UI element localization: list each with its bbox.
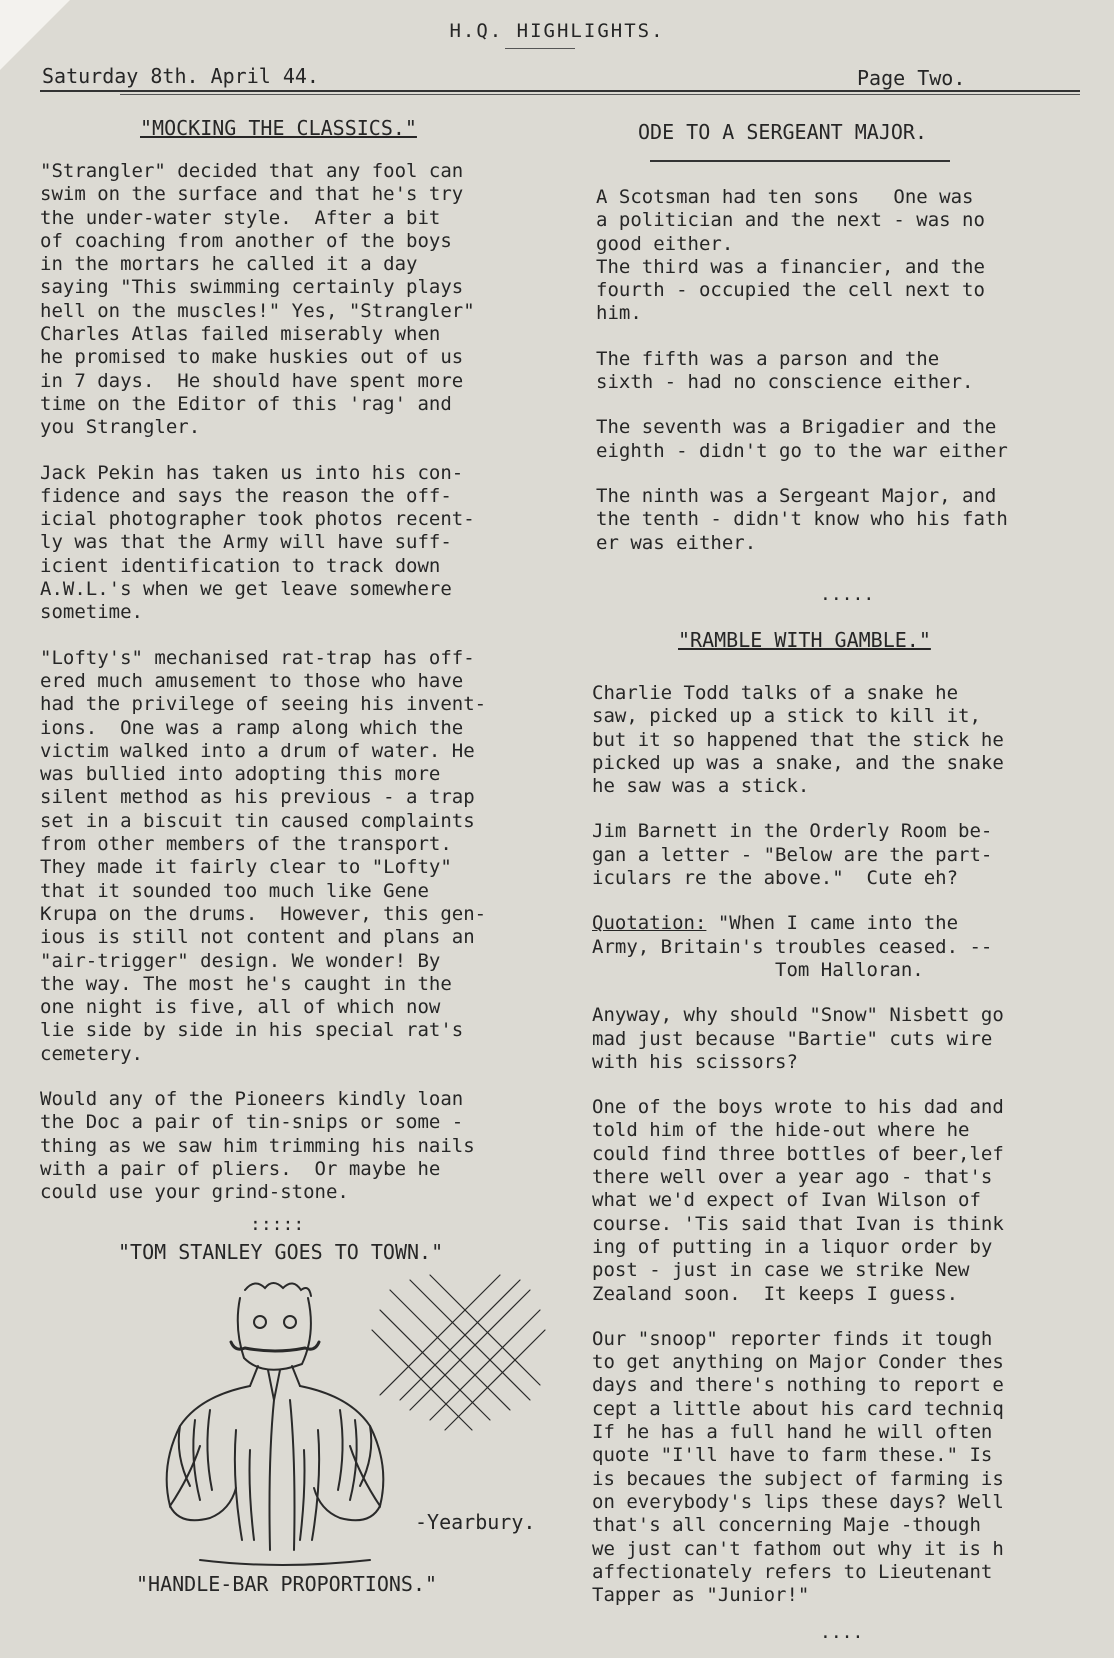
text-line: him.	[596, 302, 642, 325]
text-line: Anyway, why should "Snow" Nisbett go	[592, 1004, 1004, 1027]
jack-pekin-paragraph	[40, 462, 580, 625]
text-line: A.W.L.'s when we get leave somewhere	[40, 578, 452, 601]
masthead: H.Q. HIGHLIGHTS.	[449, 20, 665, 42]
text-line: The third was a financier, and the	[596, 255, 985, 278]
jim-barnett-paragraph	[592, 820, 1004, 890]
text-line: ered much amusement to those who have	[40, 669, 464, 692]
ode-stanza-2	[596, 348, 1008, 395]
text-line: If he has a full hand he will often	[592, 1421, 993, 1444]
text-line: ious is still not content and plans an	[40, 926, 475, 949]
text-line: that's all concerning Maje -though	[592, 1514, 981, 1537]
text-line: A Scotsman had ten sons One was	[596, 186, 974, 208]
ode-stanza-3	[596, 416, 1008, 463]
text-line: The fifth was a parson and the	[596, 347, 940, 370]
text-line: what we'd expect of Ivan Wilson of	[592, 1189, 981, 1212]
end-dots: ....	[820, 1622, 864, 1643]
masthead-underline	[505, 48, 575, 49]
text-line: Army, Britain's troubles ceased. --	[592, 935, 993, 958]
ode-title: ODE TO A SERGEANT MAJOR.	[638, 120, 927, 144]
text-line: from other members of the transport.	[40, 833, 452, 856]
text-line: post - just in case we strike New	[592, 1259, 970, 1282]
page-number: Page Two.	[857, 66, 966, 90]
ode-section	[596, 186, 1008, 555]
text-line: in 7 days. He should have spent more	[40, 369, 464, 392]
dots-separator: .....	[820, 584, 875, 605]
text-line: Jack Pekin has taken us into his con-	[40, 461, 464, 484]
mocking-classics-title: "MOCKING THE CLASSICS."	[140, 116, 417, 140]
text-line: had the privilege of seeing his invent-	[40, 693, 487, 716]
text-line: the Doc a pair of tin-snips or some -	[40, 1111, 464, 1134]
ode-stanza-4	[596, 485, 1008, 555]
text-line: Tom Halloran.	[592, 958, 924, 981]
ivan-wilson-paragraph	[592, 1096, 1004, 1306]
text-line: cept a little about his card techniq	[592, 1397, 1004, 1420]
text-line: the tenth - didn't know who his fath	[596, 508, 1008, 531]
text-line: could use your grind-stone.	[40, 1181, 349, 1204]
cartoon-title: "TOM STANLEY GOES TO TOWN."	[118, 1240, 444, 1264]
text-line: er was either.	[596, 531, 757, 554]
text-line: is becaues the subject of farming is	[592, 1467, 1004, 1490]
cartoon-artist: -Yearbury.	[415, 1510, 536, 1534]
text-line: Zealand soon. It keeps I guess.	[592, 1282, 959, 1305]
text-line: ly was that the Army will have suff-	[40, 531, 452, 554]
text-line: of coaching from another of the boys	[40, 229, 452, 252]
text-line: Would any of the Pioneers kindly loan	[40, 1087, 464, 1110]
quotation-paragraph	[592, 912, 1004, 982]
text-line: eighth - didn't go to the war either	[596, 439, 1008, 462]
text-line: but it so happened that the stick he	[592, 728, 1004, 751]
text-line: Jim Barnett in the Orderly Room be-	[592, 820, 993, 843]
text-line: sixth - had no conscience either.	[596, 371, 974, 394]
text-line: Tapper as "Junior!"	[592, 1584, 810, 1607]
text-line: They made it fairly clear to "Lofty"	[40, 856, 452, 879]
text-line: iculars re the above." Cute eh?	[592, 867, 959, 890]
text-line: days and there's nothing to report e	[592, 1374, 1004, 1397]
text-line: a politician and the next - was no	[596, 209, 985, 232]
text-line: told him of the hide-out where he	[592, 1119, 970, 1142]
text-line: icient identification to track down	[40, 554, 441, 577]
text-line: one night is five, all of which now	[40, 996, 441, 1019]
lofty-rat-trap-paragraph	[40, 647, 580, 1066]
text-line: The seventh was a Brigadier and the	[596, 416, 997, 439]
text-line: that it sounded too much like Gene	[40, 879, 429, 902]
text-line: Charles Atlas failed miserably when	[40, 323, 441, 346]
text-line: "air-trigger" design. We wonder! By	[40, 949, 441, 972]
ramble-section	[592, 682, 1004, 1607]
text-line: there well over a year ago - that's	[592, 1166, 993, 1189]
header-rule	[40, 90, 1080, 92]
text-line: with his scissors?	[592, 1050, 798, 1073]
text-line: he saw was a stick.	[592, 775, 810, 798]
strangler-paragraph	[40, 160, 580, 440]
text-line: course. 'Tis said that Ivan is think	[592, 1212, 1004, 1235]
text-line: "When I came into the	[706, 912, 959, 935]
text-line: ing of putting in a liquor order by	[592, 1235, 993, 1258]
text-line: hell on the muscles!" Yes, "Strangler"	[40, 299, 475, 322]
quotation-label: Quotation:	[592, 912, 707, 935]
text-line: Our "snoop" reporter finds it tough	[592, 1327, 993, 1350]
text-line: in the mortars he called it a day	[40, 253, 418, 276]
text-line: set in a biscuit tin caused complaints	[40, 809, 475, 832]
text-line: affectionately refers to Lieutenant	[592, 1560, 993, 1583]
left-column	[40, 160, 580, 1204]
dateline: Saturday 8th. April 44.	[42, 64, 319, 88]
snoop-reporter-paragraph	[592, 1328, 1004, 1608]
text-line: thing as we saw him trimming his nails	[40, 1134, 475, 1157]
text-line: to get anything on Major Conder thes	[592, 1351, 1004, 1374]
text-line: good either.	[596, 232, 734, 255]
text-line: picked up was a snake, and the snake	[592, 751, 1004, 774]
text-line: we just can't fathom out why it is h	[592, 1537, 1004, 1560]
text-line: One of the boys wrote to his dad and	[592, 1096, 1004, 1119]
text-line: icial photographer took photos recent-	[40, 508, 475, 531]
colon-separator: :::::	[250, 1214, 305, 1235]
text-line: cemetery.	[40, 1042, 143, 1065]
text-line: the way. The most he's caught in the	[40, 972, 452, 995]
text-line: ions. One was a ramp along which the	[40, 716, 464, 739]
text-line: victim walked into a drum of water. He	[40, 739, 475, 762]
text-line: with a pair of pliers. Or maybe he	[40, 1157, 441, 1180]
text-line: you Strangler.	[40, 416, 201, 439]
text-line: "Strangler" decided that any fool can	[40, 160, 464, 182]
text-line: could find three bottles of beer,lef	[592, 1142, 1004, 1165]
text-line: gan a letter - "Below are the part-	[592, 843, 993, 866]
text-line: quote "I'll have to farm these." Is	[592, 1444, 993, 1467]
text-line: Charlie Todd talks of a snake he	[592, 682, 959, 704]
pioneers-paragraph	[40, 1088, 580, 1204]
text-line: "Lofty's" mechanised rat-trap has off-	[40, 646, 475, 669]
header-rule-secondary	[120, 94, 1080, 95]
text-line: The ninth was a Sergeant Major, and	[596, 484, 997, 507]
ramble-title: "RAMBLE WITH GAMBLE."	[678, 628, 931, 652]
text-line: silent method as his previous - a trap	[40, 786, 475, 809]
text-line: swim on the surface and that he's try	[40, 183, 464, 206]
text-line: was bullied into adopting this more	[40, 763, 441, 786]
cartoon-caption: "HANDLE-BAR PROPORTIONS."	[136, 1572, 438, 1596]
text-line: fidence and says the reason the off-	[40, 484, 452, 507]
text-line: saw, picked up a stick to kill it,	[592, 705, 981, 728]
text-line: Krupa on the drums. However, this gen-	[40, 902, 487, 925]
snow-nisbett-paragraph	[592, 1004, 1004, 1074]
text-line: fourth - occupied the cell next to	[596, 279, 985, 302]
text-line: lie side by side in his special rat's	[40, 1019, 464, 1042]
text-line: the under-water style. After a bit	[40, 206, 441, 229]
text-line: saying "This swimming certainly plays	[40, 276, 464, 299]
text-line: mad just because "Bartie" cuts wire	[592, 1027, 993, 1050]
text-line: time on the Editor of this 'rag' and	[40, 392, 452, 415]
ode-title-rule	[650, 160, 950, 162]
text-line: on everybody's lips these days? Well	[592, 1490, 1004, 1513]
ode-stanza-1	[596, 186, 1008, 326]
charlie-todd-paragraph	[592, 682, 1004, 798]
text-line: he promised to make huskies out of us	[40, 346, 464, 369]
text-line: sometime.	[40, 601, 143, 624]
